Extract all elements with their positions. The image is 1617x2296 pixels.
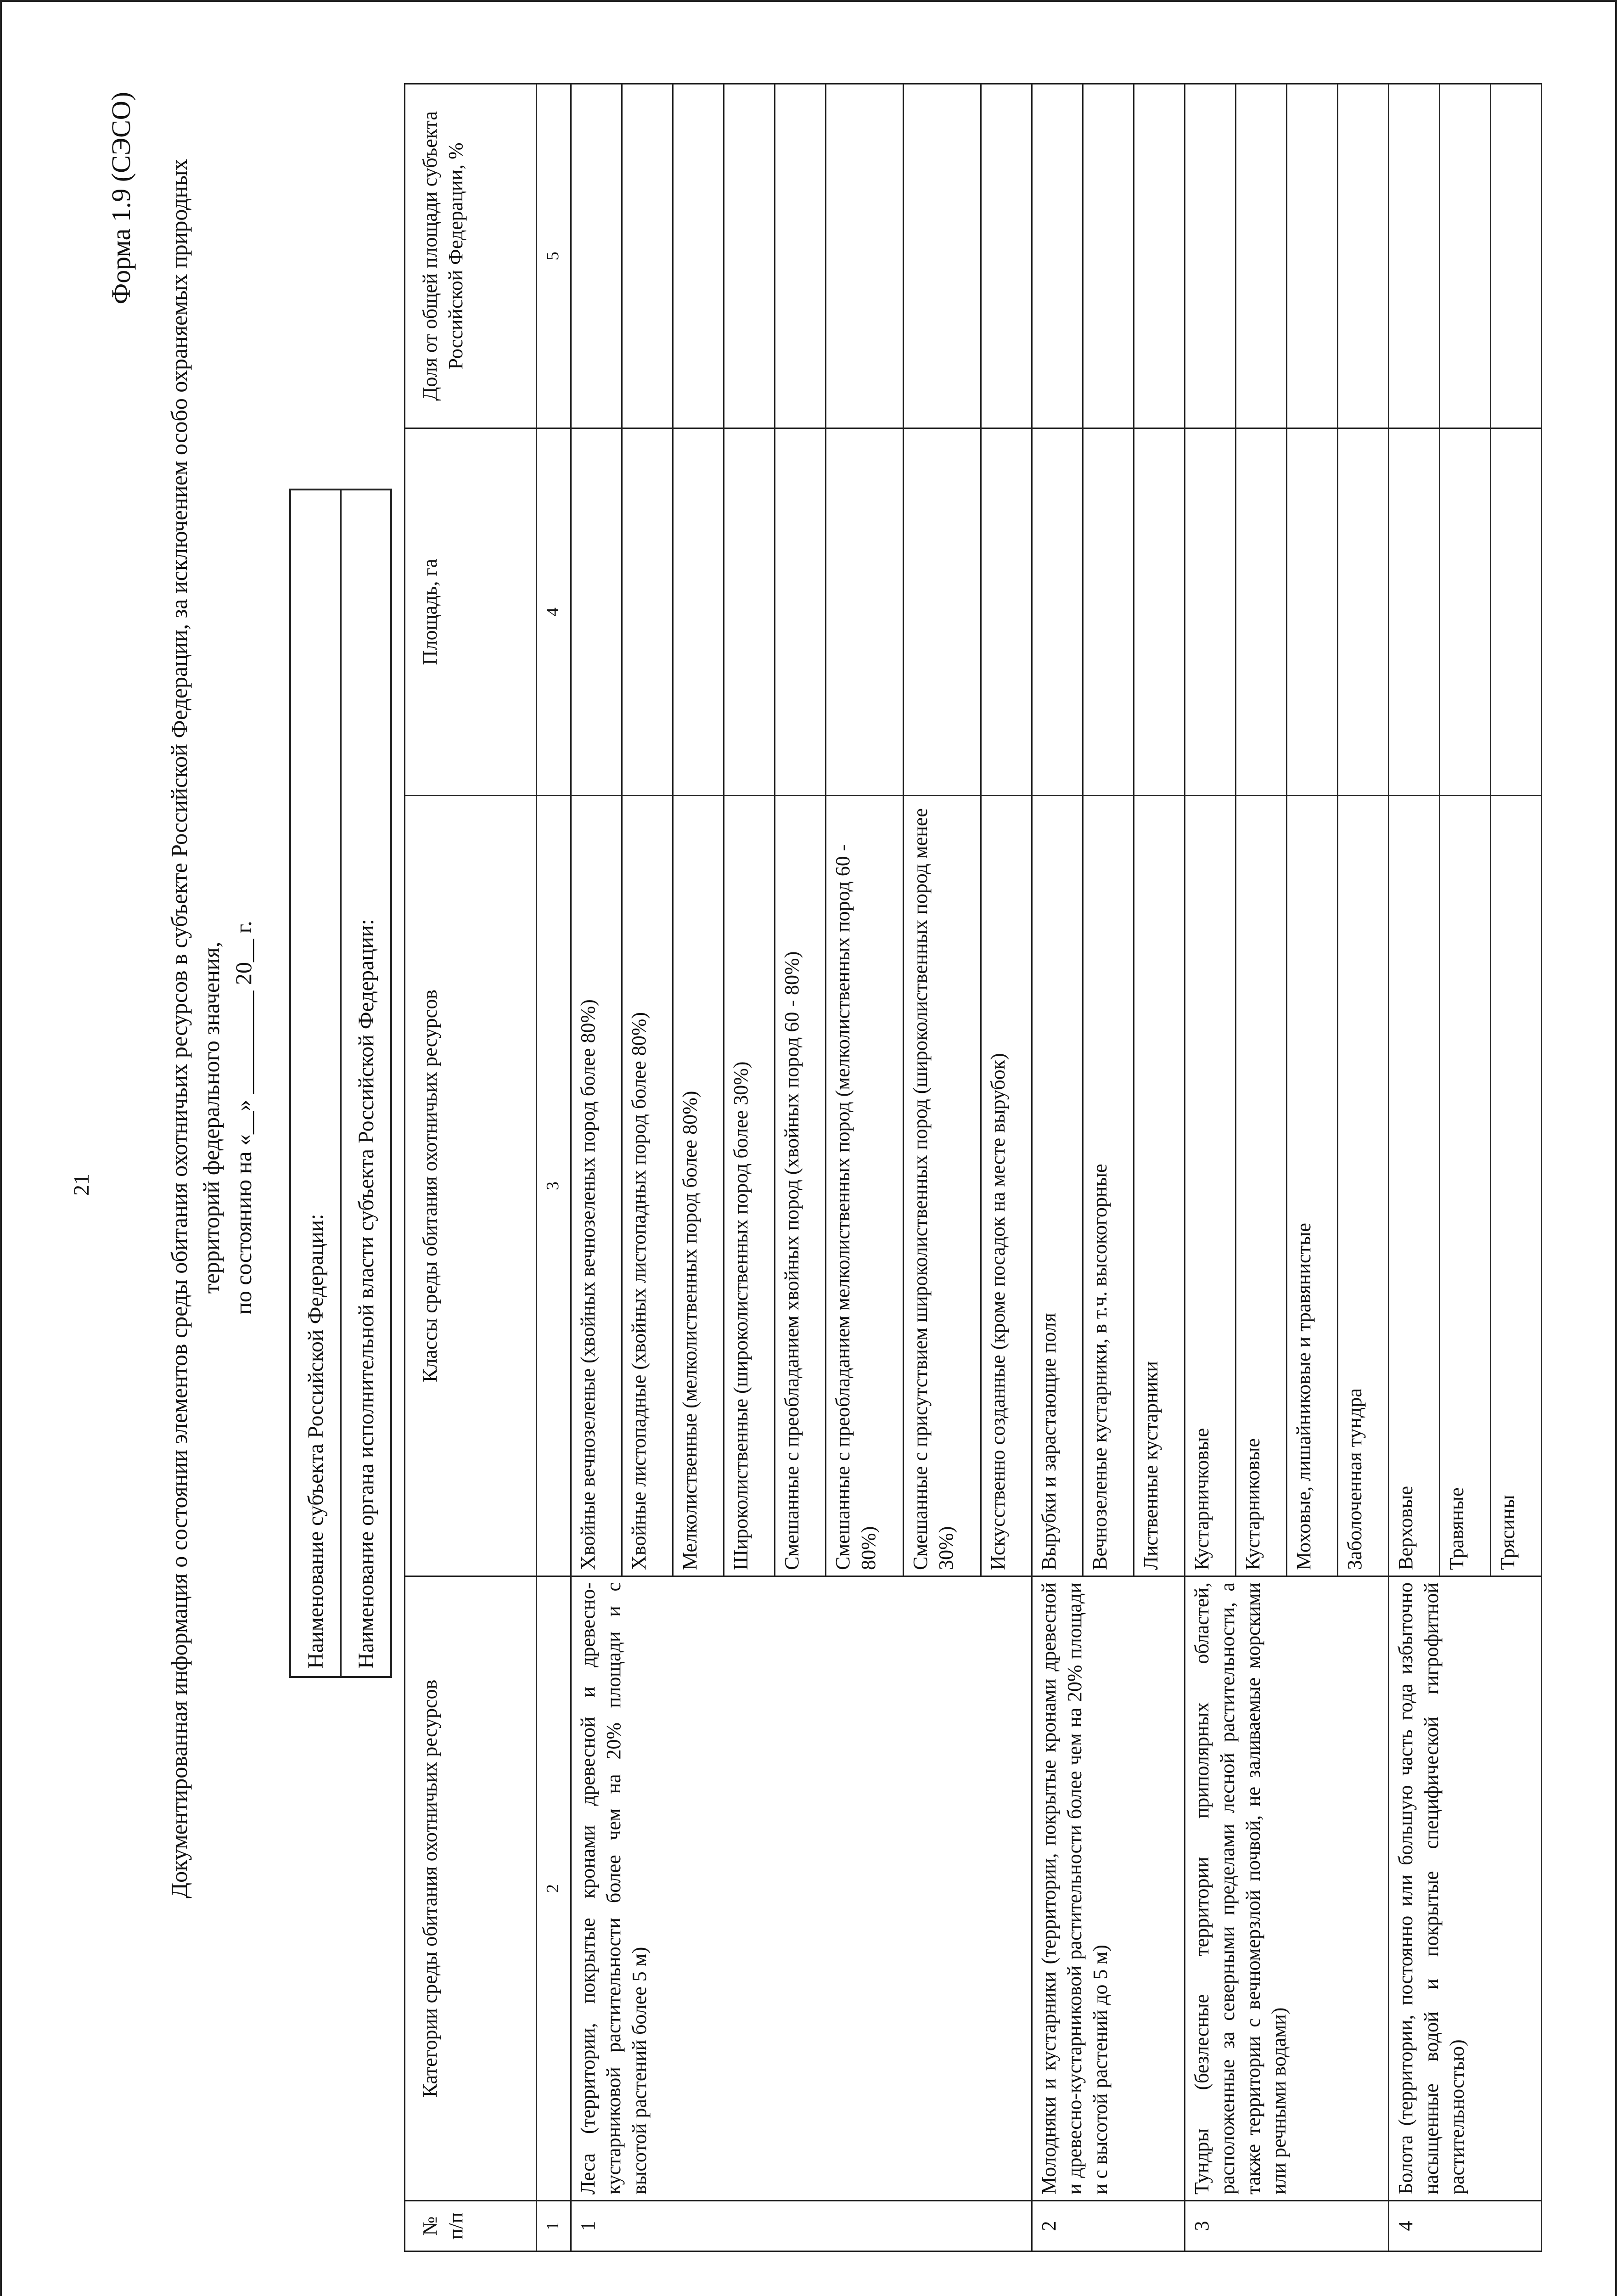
class-cell: Заболоченная тундра xyxy=(1338,796,1389,1576)
share-cell xyxy=(1287,84,1338,428)
table-row xyxy=(571,84,622,2251)
class-cell: Кустарничковые xyxy=(1185,796,1236,1576)
title-line-3: по состоянию на «__» _________ 20__ г. xyxy=(230,921,256,1315)
document-title xyxy=(163,159,259,1898)
share-cell xyxy=(1440,84,1491,428)
table-row xyxy=(1185,84,1236,2251)
header-area: Площадь, га xyxy=(405,428,537,796)
area-cell xyxy=(571,428,622,796)
category-cell: Тундры (безлесные территории приполярных областей, расположенные за северными пределами лесной растительности, а также территории с вечномерзлой почвой, не заливаемые морскими или речными водами) xyxy=(1185,1576,1389,2201)
share-cell xyxy=(1134,84,1185,428)
share-cell xyxy=(571,84,622,428)
category-cell: Леса (территории, покрытые кронами древесной и древесно-кустарниковой растительности более чем на 20% площади и с высотой растений более 5 м) xyxy=(571,1576,1032,2201)
area-cell xyxy=(1491,428,1542,796)
area-cell xyxy=(1134,428,1185,796)
header-class: Классы среды обитания охотничьих ресурсов xyxy=(405,796,537,1576)
area-cell xyxy=(622,428,673,796)
class-cell: Хвойные вечнозеленые (хвойных вечнозеленых пород более 80%) xyxy=(571,796,622,1576)
area-cell xyxy=(904,428,981,796)
share-cell xyxy=(1491,84,1542,428)
colnum-5: 5 xyxy=(537,84,571,428)
area-cell xyxy=(1338,428,1389,796)
header-share: Доля от общей площади субъекта Российской Федерации, % xyxy=(405,84,537,428)
form-code: Форма 1.9 (СЭСО) xyxy=(106,92,136,304)
authority-name-field: Наименование органа исполнительной власти субъекта Российской Федерации: xyxy=(341,490,391,1677)
class-cell: Смешанные с преобладанием хвойных пород (хвойных пород 60 - 80%) xyxy=(775,796,826,1576)
area-cell xyxy=(1032,428,1083,796)
class-cell: Травяные xyxy=(1440,796,1491,1576)
row-num: 4 xyxy=(1389,2201,1542,2251)
share-cell xyxy=(904,84,981,428)
colnum-1: 1 xyxy=(537,2201,571,2251)
title-line-2: территорий федерального значения, xyxy=(198,941,224,1294)
area-cell xyxy=(826,428,904,796)
area-cell xyxy=(981,428,1032,796)
row-num: 3 xyxy=(1185,2201,1389,2251)
share-cell xyxy=(1236,84,1287,428)
header-row xyxy=(405,84,537,2251)
share-cell xyxy=(981,84,1032,428)
class-cell: Верховые xyxy=(1389,796,1440,1576)
share-cell xyxy=(1083,84,1134,428)
area-cell xyxy=(1287,428,1338,796)
category-cell: Молодняки и кустарники (территории, покрытые кронами древесной и древесно-кустарниковой растительности более чем на 20% площади и с высотой растений до 5 м) xyxy=(1032,1576,1185,2201)
title-line-1: Документированная информация о состоянии элементов среды обитания охотничьих ресурсов в субъекте Российской Федерации, за исключением особо охраняемых природных xyxy=(166,159,192,1898)
area-cell xyxy=(1236,428,1287,796)
share-cell xyxy=(1389,84,1440,428)
row-num: 1 xyxy=(571,2201,1032,2251)
share-cell xyxy=(826,84,904,428)
habitat-table xyxy=(404,83,1542,2252)
table-row xyxy=(1389,84,1440,2251)
area-cell xyxy=(673,428,724,796)
info-table xyxy=(289,489,392,1678)
subject-name-field: Наименование субъекта Российской Федерации: xyxy=(290,490,341,1677)
class-cell: Широколиственные (широколиственных пород более 30%) xyxy=(724,796,775,1576)
row-num: 2 xyxy=(1032,2201,1185,2251)
area-cell xyxy=(724,428,775,796)
column-number-row xyxy=(537,84,571,2251)
header-num: № п/п xyxy=(405,2201,537,2251)
class-cell: Вырубки и зарастающие поля xyxy=(1032,796,1083,1576)
area-cell xyxy=(775,428,826,796)
share-cell xyxy=(622,84,673,428)
class-cell: Лиственные кустарники xyxy=(1134,796,1185,1576)
class-cell: Смешанные с преобладанием мелколиственных пород (мелколиственных пород 60 - 80%) xyxy=(826,796,904,1576)
class-cell: Мелколиственные (мелколиственных пород более 80%) xyxy=(673,796,724,1576)
header-category: Категории среды обитания охотничьих ресурсов xyxy=(405,1576,537,2201)
colnum-2: 2 xyxy=(537,1576,571,2201)
class-cell: Кустарниковые xyxy=(1236,796,1287,1576)
table-row xyxy=(1032,84,1083,2251)
area-cell xyxy=(1083,428,1134,796)
class-cell: Трясины xyxy=(1491,796,1542,1576)
class-cell: Моховые, лишайниковые и травянистые xyxy=(1287,796,1338,1576)
class-cell: Искусственно созданные (кроме посадок на месте вырубок) xyxy=(981,796,1032,1576)
class-cell: Смешанные с присутствием широколиственных пород (широколиственных пород менее 30%) xyxy=(904,796,981,1576)
category-cell: Болота (территории, постоянно или большую часть года избыточно насыщенные водой и покрытые специфической гигрофитной растительностью) xyxy=(1389,1576,1542,2201)
share-cell xyxy=(724,84,775,428)
share-cell xyxy=(1032,84,1083,428)
class-cell: Хвойные листопадные (хвойных листопадных пород более 80%) xyxy=(622,796,673,1576)
area-cell xyxy=(1185,428,1236,796)
share-cell xyxy=(673,84,724,428)
class-cell: Вечнозеленые кустарники, в т.ч. высокогорные xyxy=(1083,796,1134,1576)
area-cell xyxy=(1440,428,1491,796)
share-cell xyxy=(775,84,826,428)
colnum-4: 4 xyxy=(537,428,571,796)
share-cell xyxy=(1185,84,1236,428)
share-cell xyxy=(1338,84,1389,428)
page-number: 21 xyxy=(69,1174,94,1196)
area-cell xyxy=(1389,428,1440,796)
colnum-3: 3 xyxy=(537,796,571,1576)
